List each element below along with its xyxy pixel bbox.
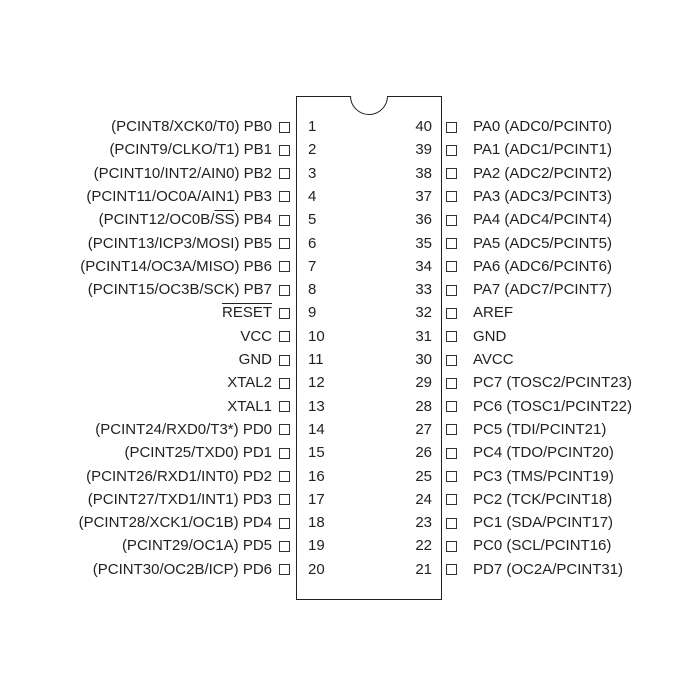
pin-pad [446, 355, 457, 366]
pin-port: PC6 [473, 397, 503, 415]
pin-port: PA4 [473, 211, 501, 229]
pin-label [473, 118, 612, 136]
pin-number: 17 [308, 490, 325, 508]
pin-functions: (PCINT13/ICP3/MOSI) [87, 234, 240, 252]
pin-functions: (PCINT8/XCK0/T0) [111, 118, 240, 135]
pin-functions-overline: $\overline{SS}$ [214, 211, 235, 229]
pin-functions: (PCINT9/CLKO/T1) [109, 141, 240, 159]
pin-number: 15 [308, 444, 325, 462]
pin-port: PD7 [473, 560, 503, 578]
pin-pad [446, 238, 457, 249]
pin-pad [279, 215, 290, 226]
pin-functions: (SCL/PCINT16) [506, 537, 612, 555]
pin-functions: (PCINT28/XCK1/OC1B) [78, 514, 239, 532]
pin-port: GND [238, 351, 272, 368]
pin-port: PD3 [242, 490, 272, 508]
pin-number: 11 [308, 351, 324, 368]
pin-label [239, 351, 272, 369]
pin-port: AVCC [473, 351, 514, 368]
pin-label [222, 304, 272, 322]
pin-number: 13 [308, 397, 325, 415]
pin-label [227, 374, 272, 392]
pin-port: PB6 [243, 257, 272, 275]
pin-label [95, 421, 272, 439]
pin-number: 4 [308, 187, 317, 205]
pin-label [88, 491, 272, 509]
pin-number: 9 [308, 304, 317, 322]
pin-pad [279, 378, 290, 389]
pin-port: PA5 [473, 234, 501, 252]
pin-number: 2 [308, 141, 317, 159]
pin-pad [446, 564, 457, 575]
pin-pad [279, 168, 290, 179]
pin-label [473, 421, 606, 439]
pin-number: 3 [308, 164, 317, 182]
pin-number: 5 [308, 211, 317, 229]
pin-number: 23 [415, 514, 432, 532]
pin-number: 16 [308, 467, 325, 485]
pin-number: 39 [415, 141, 432, 159]
pin-functions: (ADC2/PCINT2) [504, 164, 612, 182]
pin-label [111, 118, 272, 136]
pin-number: 40 [415, 118, 432, 135]
pin-number: 7 [308, 257, 317, 275]
pin-label [227, 398, 272, 416]
pin-functions: (SDA/PCINT17) [506, 514, 614, 532]
pin-label [473, 398, 632, 416]
pin-port: PB1 [243, 141, 272, 159]
pin-functions: (TDO/PCINT20) [506, 444, 614, 462]
pin-port: RESET [221, 304, 272, 322]
pin-label [86, 468, 272, 486]
pin-port: PC3 [473, 467, 503, 485]
pin-pad [279, 355, 290, 366]
pin-pad [279, 191, 290, 202]
pin-pad [279, 401, 290, 412]
pin-number: 20 [308, 560, 325, 578]
pin-pad [446, 191, 457, 202]
pin-functions: (ADC3/PCINT3) [504, 187, 612, 205]
pin-port: PA0 [473, 118, 501, 135]
pin-label [473, 258, 612, 276]
pin-label [473, 374, 632, 392]
pin-label [473, 514, 613, 532]
pin-label [473, 188, 612, 206]
pin-label [99, 211, 272, 229]
pin-number: 19 [308, 537, 325, 555]
pin-functions: (PCINT11/OC0A/AIN1) [86, 187, 240, 205]
pin-pad [279, 285, 290, 296]
pin-port: PA2 [473, 164, 501, 182]
pin-port: PC4 [473, 444, 503, 462]
pin-port: PC5 [473, 420, 503, 438]
pin-functions: (TOSC2/PCINT23) [506, 374, 632, 392]
pin-number: 14 [308, 420, 325, 438]
pin-label [88, 235, 272, 253]
pin-port: PD5 [242, 537, 272, 555]
pin-pad [446, 215, 457, 226]
pin-pad [279, 518, 290, 529]
pin-number: 10 [308, 327, 325, 345]
pin-port: AREF [473, 304, 514, 322]
pin-label [473, 537, 611, 555]
pin-number: 29 [415, 374, 432, 392]
pin-functions: (ADC1/PCINT1) [504, 141, 612, 159]
pin-pad [279, 261, 290, 272]
pin-port: PB3 [243, 187, 272, 205]
pin-port: PD0 [242, 420, 272, 438]
pin-pad [446, 541, 457, 552]
pin-label [473, 141, 612, 159]
pin-functions: (PCINT27/TXD1/INT1) [87, 490, 239, 508]
pin-number: 31 [415, 327, 432, 345]
pin-number: 22 [415, 537, 432, 555]
pin-port: VCC [240, 327, 272, 345]
pin-pad [279, 541, 290, 552]
pin-functions: (PCINT25/TXD0) [124, 444, 239, 462]
pin-number: 33 [415, 281, 432, 299]
pin-label [79, 514, 272, 532]
pin-functions: (PCINT15/OC3B/SCK) [87, 281, 240, 299]
pin-pad [446, 448, 457, 459]
pin-port: PA7 [473, 281, 501, 299]
pin-pad [279, 122, 290, 133]
pin-port: PA1 [473, 141, 501, 159]
pin-port: PD6 [242, 560, 272, 578]
pin-label [124, 444, 272, 462]
pin-port: XTAL2 [227, 374, 272, 392]
pin-number: 38 [415, 164, 432, 182]
pin-label [473, 211, 612, 229]
pin-label [88, 281, 272, 299]
pin-pad [446, 331, 457, 342]
chip-notch [350, 96, 388, 115]
pin-number: 25 [415, 467, 432, 485]
pin-pad [446, 378, 457, 389]
pin-port: PC0 [473, 537, 503, 555]
pin-pad [279, 564, 290, 575]
pin-label [473, 304, 513, 322]
pin-port: PC7 [473, 374, 503, 392]
pin-pad [446, 285, 457, 296]
pin-pad [446, 145, 457, 156]
pin-label [93, 561, 272, 579]
pin-pad [446, 518, 457, 529]
pin-port: PB5 [243, 234, 272, 252]
pin-number: 24 [415, 490, 432, 508]
pin-number: 27 [415, 420, 432, 438]
pin-pad [446, 308, 457, 319]
pin-label [473, 491, 612, 509]
pin-functions: (TOSC1/PCINT22) [506, 397, 632, 415]
pin-pad [446, 471, 457, 482]
pin-pad [279, 145, 290, 156]
pin-number: 37 [415, 187, 432, 205]
pin-label [473, 281, 612, 299]
pin-number: 21 [415, 560, 432, 578]
pin-label [240, 328, 272, 346]
pin-pad [279, 331, 290, 342]
pin-functions: (OC2A/PCINT31) [506, 560, 624, 578]
pin-port: PC2 [473, 490, 503, 508]
pin-label [473, 235, 612, 253]
pin-label [122, 537, 272, 555]
pin-port: PD1 [242, 444, 272, 462]
pin-pad [279, 424, 290, 435]
pin-pad [446, 401, 457, 412]
pin-pad [279, 471, 290, 482]
pin-functions: (TCK/PCINT18) [506, 490, 613, 508]
pin-number: 32 [415, 304, 432, 322]
pin-functions: (PCINT24/RXD0/T3*) [95, 420, 239, 438]
pin-functions-tail: ) [234, 211, 240, 229]
pin-functions: (PCINT30/OC2B/ICP) [92, 560, 239, 578]
pin-label [473, 165, 612, 183]
pin-number: 28 [415, 397, 432, 415]
pin-port: PB4 [243, 211, 272, 229]
pin-functions: (ADC6/PCINT6) [504, 257, 612, 275]
pin-number: 36 [415, 211, 432, 229]
pin-functions: (PCINT10/INT2/AIN0) [93, 164, 240, 182]
pin-label [473, 468, 614, 486]
pin-number: 26 [415, 444, 432, 462]
pin-port: PB0 [243, 118, 272, 135]
pin-label [80, 258, 272, 276]
pin-label [473, 351, 514, 369]
pin-number: 30 [415, 351, 432, 368]
pin-port: PB2 [243, 164, 272, 182]
pin-functions: (TDI/PCINT21) [506, 420, 607, 438]
pin-functions: (PCINT29/OC1A) [121, 537, 239, 555]
pin-port: PB7 [243, 281, 272, 299]
pin-functions: (ADC4/PCINT4) [504, 211, 612, 229]
pin-pad [446, 168, 457, 179]
pin-label [94, 165, 272, 183]
pin-label [473, 328, 506, 346]
pin-label [86, 188, 272, 206]
pin-port: XTAL1 [227, 397, 272, 415]
pin-pad [446, 494, 457, 505]
pin-number: 18 [308, 514, 325, 532]
pin-port: PA6 [473, 257, 501, 275]
pin-pad [446, 261, 457, 272]
pin-functions: (ADC7/PCINT7) [504, 281, 612, 299]
pin-number: 12 [308, 374, 325, 392]
pin-port: PC1 [473, 514, 503, 532]
pin-port: PD4 [242, 514, 272, 532]
pin-pad [279, 238, 290, 249]
pin-pad [279, 494, 290, 505]
pin-number: 35 [415, 234, 432, 252]
pin-number: 1 [308, 118, 317, 135]
pin-functions: (TMS/PCINT19) [506, 467, 614, 485]
pin-pad [279, 448, 290, 459]
pin-port: PD2 [242, 467, 272, 485]
pin-pad [279, 308, 290, 319]
pin-functions: (PCINT12/OC0B/ [98, 211, 215, 229]
pin-port: GND [473, 327, 507, 345]
pin-pad [446, 122, 457, 133]
pin-number: 6 [308, 234, 317, 252]
pin-functions: (ADC0/PCINT0) [504, 118, 612, 135]
pin-number: 8 [308, 281, 317, 299]
pin-functions: (ADC5/PCINT5) [504, 234, 612, 252]
pin-label [473, 561, 623, 579]
pin-port: PA3 [473, 187, 501, 205]
pin-pad [446, 424, 457, 435]
pin-label [473, 444, 614, 462]
pin-functions: (PCINT26/RXD1/INT0) [86, 467, 239, 485]
pin-functions: (PCINT14/OC3A/MISO) [80, 257, 240, 275]
pin-number: 34 [415, 257, 432, 275]
pin-label [109, 141, 272, 159]
